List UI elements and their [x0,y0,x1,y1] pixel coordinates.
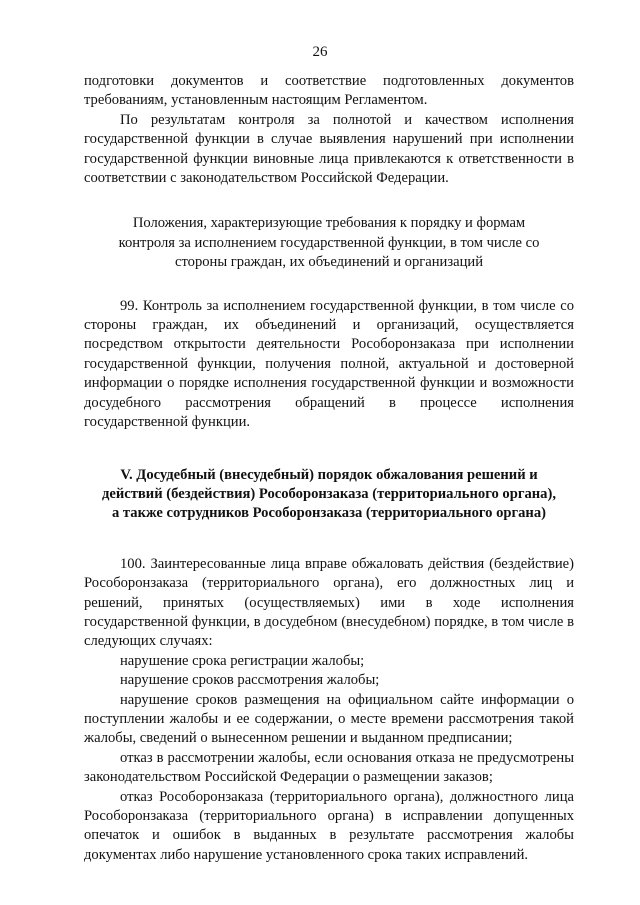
case-refusal-review: отказ в рассмотрении жалобы, если основания отказа не предусмотрены законодательством Российской Федерации о размещении заказов; [84,749,574,786]
document-body [84,72,574,865]
case-refusal-correction: отказ Рособоронзаказа (территориального органа), должностного лица Рособоронзаказа (территориального органа) в исправлении допущенных опечаток и ошибок в выданных в результате рассмотрения жалобы документах либо нарушение установленного срока таких исправлений. [84,788,574,863]
case-registration-violation: нарушение срока регистрации жалобы; [120,652,365,669]
heading-control-provisions: Положения, характеризующие требования к порядку и формам контроля за исполнением государственной функции, в том числе со стороны граждан, их объединений и организаций [118,215,540,271]
paragraph-99: 99. Контроль за исполнением государственной функции, в том числе со стороны граждан, их объединений и организаций, осуществляется посредством открытости деятельности Рособоронзаказа при исполнении государственной функции, получения полной, актуальной и достоверной информации о порядке исполнения государственной функции и возможности досудебного рассмотрения обращений в процессе исполнения государственной функции. [84,297,574,431]
paragraph-control-results: По результатам контроля за полнотой и качеством исполнения государственной функции в случае выявления нарушений при исполнении государственной функции виновные лица привлекаются к ответственности в соответствии с законодательством Российской Федерации. [84,111,574,187]
paragraph-continuation: подготовки документов и соответствие подготовленных документов требованиям, установленным настоящим Регламентом. [84,73,574,109]
page-number: 26 [312,44,328,60]
paragraph-100: 100. Заинтересованные лица вправе обжаловать действия (бездействие) Рособоронзаказа (территориального органа), его должностных лиц и решений, принятых (осуществляемых) ими в ходе исполнения государственной функции, в досудебном (внесудебном) порядке, в том числе в следующих случаях: [84,555,574,650]
heading-section-v: V. Досудебный (внесудебный) порядок обжалования решений и действий (бездействия) Рособоронзаказа (территориального органа), а также сотрудников Рособоронзаказа (территориального органа) [102,466,556,522]
case-placement-violation: нарушение сроков размещения на официальном сайте информации о поступлении жалобы и ее содержании, о месте времени рассмотрения такой жалобы, сведений о вынесенном решении и выданном предписании; [84,691,574,747]
case-review-terms-violation: нарушение сроков рассмотрения жалобы; [120,672,380,689]
